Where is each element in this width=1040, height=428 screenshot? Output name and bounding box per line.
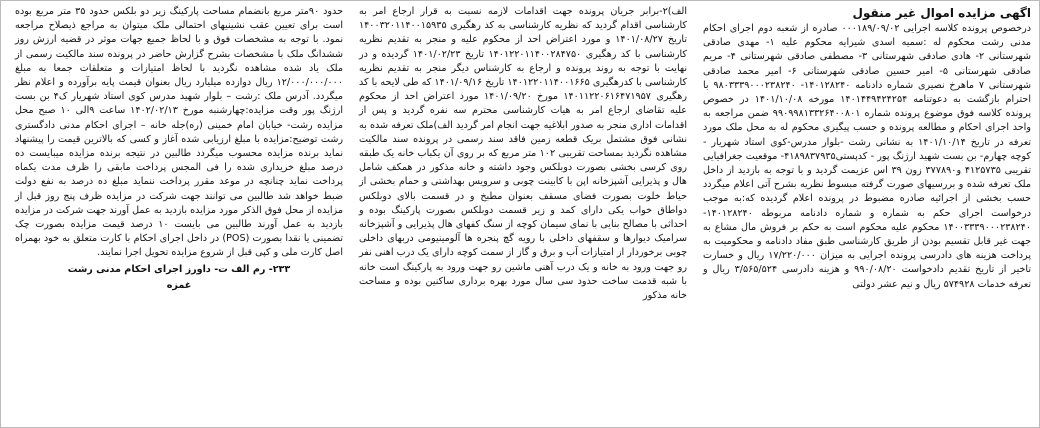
notice-paragraph-1: درخصوص پرونده کلاسه اجرایی ۰۰۰۱۸۹/۰۹/۰۲ صادره از شعبه دوم اجرای احکام مدنی رشت محکوم له :سمیه اسدی شیرایه محکوم علیه ۱- مهدی صادقی شهرستانی ۲- هادی صادقی شهرستانی ۳- مصطفی صادقی شهرستانی ۴- مریم صادقی شهرستانی ۵- امیر حسین صادقی شهرستانی ۶- امیر محمد صادقی شهرستانی ۷ ماهرخ نصیری شماره دادنامه ۱۴۰۱۲۸۲۴۰- ۹۸۰۳۳۳۹۰۰۰۲۳۸۲۴۰ با احترام بازگشت به دعوتنامه ۱۴۰۱۴۴۹۴۲۴۲۵۴ مورخه ۱۴۰۱/۱۰/۰۸ در خصوص پرونده کلاسه فوق موضوع پرونده شماره ۹۹۰۹۹۸۱۳۳۲۶۴۰۰۸۰۱ ضمن مراجعه به واحد اجرای احکام و مطالعه پرونده و حسب پیگیری محکوم له به محل ملک مورد تعرفه در تاریخ ۱۴۰۱/۱۰/۱۴ به نشانی رشت -بلوار مدرس-کوی استاد شهریار - کوچه چهارم- بن بست شهید ارژنگ پور - کدپستی۴۱۸۹۸۳۷۹۳۵- موقعیت جغرافیایی تقریبی ۴۱۲۵۷۳۵ و۳۷۷۸۹۰ زون ۳۹ اس عزیمت گردید و با توجه به بازدید از داخل ملک تعرفه شده و بررسیهای صورت گرفته مبسوط نظریه بشرح آتی اعلام میگردد حسب بخشی از اجرائیه صادره مضبوط در پرونده اعلام گردیده که:به موجب درخواست اجرای حکم به شماره و شماره دادنامه مربوطه ۱۴۰۱۲۸۲۴۰- ۱۴۰۰۳۳۳۹۰۰۰۲۳۸۲۴۰ محکوم علیه محکوم است به حکم بر فروش مال مشاع به جهت غیر قابل تقسیم بودن از طریق کارشناسی طبق مفاد دادنامه و محکومیت به پرداخت هزینه های دادرسی پرونده اجرایی به میزان ۱۷/۲۲۰/۰۰۰ ریال و خسارت تاخیر از تاریخ تقدیم دادخواست ۹۹۰/۰۸/۲۰ و هزینه دادرسی ۳/۵۶۵/۵۲۴ ریال و تعرفه خدمات ۵۷۴۹۲۸ ریال و نیم عشر دولتی bbox=[703, 23, 1032, 290]
notice-title: اگهی مزایده اموال غیر منقول bbox=[852, 6, 1031, 20]
notice-column-2 bbox=[355, 5, 691, 423]
signature-line: ۲۳۳- رم الف ت- داورز اجرای احکام مدنی رشت bbox=[67, 263, 291, 275]
notice-paragraph-2: الف)۲-برابر جریان پرونده جهت اقدامات لازمه نسبت به قرار ارجاع امر به کارشناسی اقدام گردید که نظریه کارشناسی به کد رهگیری ۱۴۰۰۳۲۰۱۱۴۰۰۱۵۹۳۵ تاریخ ۱۴۰۱/۰۸/۲۷ و مورد اعتراض احد از محکوم علیه و منجر به تقدیم نظریه کارشناسی با کد رهگیری ۱۴۰۱۲۲۰۱۱۴۰۰۲۸۴۷۵۰ تاریخ ۱۴۰۱/۰۲/۲۳ گردیده و در نهایت با توجه به روند پرونده و ارجاع به کارشناس دیگر منجر به تقدیم نظریه کارشناسی با کدرهگیری ۱۴۰۱۲۲۰۱۱۴۰۰۱۶۶۵ تاریخ ۱۴۰۱/۰۹/۱۶ که طی لایحه با کد رهگیری ۱۴۰۱۱۲۲۰۶۱۶۴۷۱۹۵۷ مورخ ۱۴۰۱/۰۹/۲۰ مورد اعتراض احد از محکوم علیه تقاضای ارجاع امر به هیات کارشناسی محترم سه نفره گردید و پس از اقدامات اداری منجر به صدور ابلاغیه جهت انجام امر گردید الف)ملک تعرفه شده به نشانی فوق مشتمل بریک قطعه زمین فاقد سند رسمی در پرونده سند مالکیت مشاهده نگردید بمساحت تقریبی ۱۰۲ متر مربع که بر روی آن یکباب خانه یک طبقه روی کرسی بخشی بصورت دوبلکس وجود داشته و خانه مذکور در همکف شامل هال و پذیرایی آشپزخانه اپن با کابینت چوبی و سرویس بهداشتی و حمام بخشی از حیاط خلوت بصورت فضای مسقف بعنوان مطبخ و در قسمت بالای دوبلکس دواطاق خواب یکی دارای کمد و زیر قسمت دوبلکس بصورت پارکینگ بوده و احداثی با مصالح بنایی با نمای سیمان کوچه از سنگ کفهای هال پذیرایی و آشپزخانه سرامیک دیوارها و سقفهای داخلی با رویه گچ پنجره ها آلومینیومی دربهای داخلی چوبی برخوردار از امتیازات آب و برق و گاز از سمت کوچه دارای یک درب اهنی نفر رو جهت ورود به خانه و یک درب آهنی ماشین رو جهت ورود به پارکینگ است خانه با شبه قدمت ساخت حدود سی سال مورد بهره برداری ساکنین بوده و مساحت خانه مذکور bbox=[359, 6, 688, 302]
notice-column-1 bbox=[699, 5, 1035, 423]
signature-name: غمزه bbox=[166, 279, 192, 291]
notice-paragraph-3: حدود ۹۰متر مربع بانضمام مساحت پارکینگ زیر دو بلکس حدود ۳۵ متر مربع بوده است برای تعیین عقب نشینیهای احتمالی ملک میتوان به مراجع ذیصلاح مراجعه نمود. با توجه به مشخصات فوق و با لحاظ جمیع جهات موثر در قضیه ارزش روز ششدانگ ملک با مشخصات بشرح گزارش حاضر در پرونده سند مالکیت رسمی از ملک یاد شده مشاهده نگردید با لحاظ امتیازات و متعلقات جمعا به مبلغ ۱۲/۰۰۰/۰۰۰/۰۰۰ ریال دوازده میلیارد ریال بعنوان قیمت پایه برآورده و اعلام نظر میگردد. آدرس ملک :رشت – بلوار شهید مدرس کوی استاد شهریار ک۴ بن بست ارژنگ پور وقت مزایده:چهارشنبه مورخ ۱۴۰۲/۰۲/۱۳ ساعت ۹الی ۱۰ صبح محل مزایده رشت- خیابان امام خمینی (ره)جله خانه – اجرای احکام مدنی دادگستری رشت توضیح:مزایده با مبلغ ارزیابی شده آغاز و کسی که بالاترین قیمت را پیشنهاد نماید برنده مزایده محسوب میگردد طالبین در نتیجه برنده مزایده میبایست ده درصد مبلغ خریداری شده را فی المجس پرداخت مابقی را ظرف مدت یکماه پرداخت نماید چنانچه در موعد مقرر پرداخت ننماید مبلغ ده درصد به نفع دولت ضبط خواهد شد طالبین می توانند جهت شرکت در مزایده ظرف پنج روز قبل از مزایده از محل فوق الذکر مورد مزایده بازدید به عمل آورند جهت شرکت در مزایده بازدید به عمل آورند طالبین می بایست ۱۰ درصد قیمت مزایده بصورت چک تضمینی یا نقدا بصورت (POS) در داخل اجرای احکام با کارت متعلق به خود بهمراه اصل کارت ملی و کپی قبل از شروع مزایده تحویل اجرا نمایند. bbox=[15, 6, 343, 259]
notice-column-3 bbox=[11, 5, 347, 423]
